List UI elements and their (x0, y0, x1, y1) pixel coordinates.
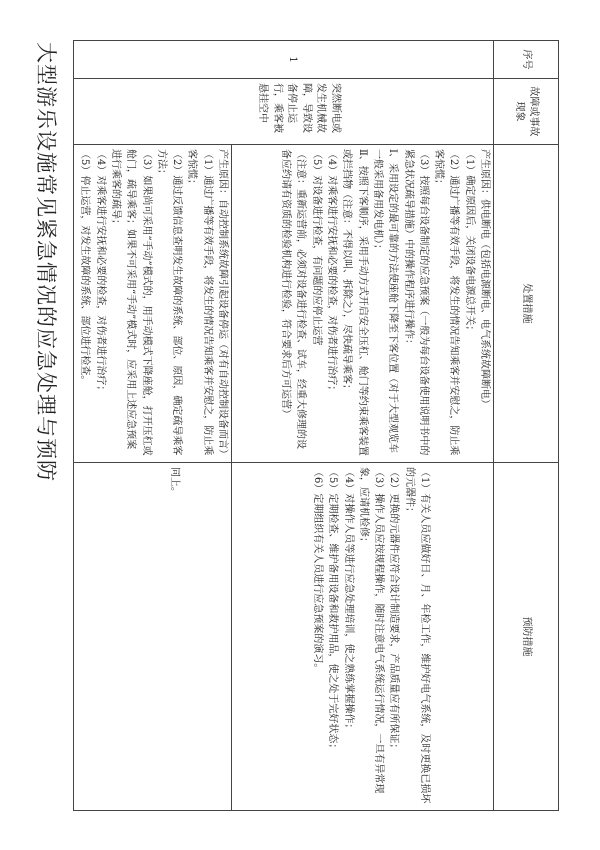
row-number: 1 (287, 56, 298, 63)
table-row (74, 41, 232, 811)
disposal-line: 产生原因：自动控制系统故障引起设备停运（对有自动控制设备而言） (217, 149, 228, 459)
prevention-same-as-above: 同上。 (169, 467, 180, 497)
header-no: 序号 (494, 41, 559, 79)
disposal-line: Ⅰ、采用设定的最可靠的方法使座舱下降至下客位置（对于大型观览车一般采用备用发电机）； (371, 149, 399, 453)
prevention-line: （3）操作人员应按规程操作，随时注意电气系统运行情况，一旦有异常现象，应请机检修； (357, 467, 385, 794)
disposal-line: （1）确定原因后，关闭设备电源总开关； (463, 149, 475, 336)
prevention-line: （6）定期组织有关人员进行应急预案的演习。 (311, 467, 323, 674)
header-fault: 故障或事故现象 (494, 79, 559, 145)
fault-text: 突然断电或发生机械故障，导致设备停止运行，乘客被悬挂空中 (257, 83, 341, 133)
header-prevention: 预防措施 (494, 463, 559, 811)
disposal-line: （4）对乘客进行安抚和必要的检查，对伤者进行治疗； (94, 149, 106, 396)
disposal-cell (232, 145, 494, 463)
table-row (232, 41, 494, 811)
prevention-cell (74, 463, 232, 811)
disposal-line: （5）对设备进行检查，有问题的应停止运营 (310, 149, 322, 346)
disposal-line: （4）对乘客进行安抚和必要的检查，对伤者进行治疗； (326, 149, 338, 396)
disposal-cell (74, 145, 232, 463)
disposal-line: （3）按照每台设备制定的应急预案（一般为每台设备使用说明书中的紧急状况疏导措施）中的操作程序进行操作： (402, 149, 429, 456)
document-title: 大型游乐设施常见紧急情况的应急处理与预防 (34, 42, 58, 482)
table-header-row (494, 41, 559, 811)
disposal-line: （2）通过反馈信息查明发生故障的系统、部位、原因，确定疏导乘客方法； (155, 149, 183, 456)
prevention-line: （2）更换的元器件应符合设计制造要求，产品质量应有所保证； (388, 467, 400, 754)
fault-cell (74, 79, 494, 145)
disposal-line: （2）通过广播等有效手段，将发生的情况告知乘客并安慰之，防止乘客惊慌； (433, 149, 460, 456)
prevention-line: （5）定期检查、维护备用设备和救护用品，使之处于完好状态； (327, 467, 339, 754)
disposal-line: （5）停止运营，对发生故障的系统、部位进行检查。 (79, 149, 91, 386)
disposal-line: Ⅱ、按照下客顺序，采用手动方式开启安全压杠、舱门等约束乘客装置或拦挡物（注意：不得以叫、拆除之），尽快疏导乘客； (341, 149, 368, 456)
emergency-table (73, 40, 559, 811)
prevention-line: （1）有关人员应做好日、月、年检工作，维护好电气系统，及时更换已损坏的元器件； (403, 467, 430, 804)
row-number-cell (74, 41, 494, 79)
prevention-line: （4）对操作人员等进行应急处理培训，使之熟练掌握操作； (342, 467, 354, 734)
disposal-line: 产生原因：供电断电（包括电源断电、电气系统故障断电） (479, 149, 490, 409)
prevention-cell (232, 463, 494, 811)
disposal-line: （注意：重新运营前，必须对设备进行检查、试车，经重大修理的设备应约请有资质的检验机构进行检验，符合要求后方可运营） (280, 149, 307, 449)
disposal-line: （1）通过广播等有效手段，将发生的情况告知乘客并安慰之，防止乘客惊慌； (186, 149, 213, 456)
disposal-line: （3）如果尚可采用“手动”模式的，用手动模式下降座舱，打开压杠或舱门，疏导乘客；如果不可采用“手动”模式时，应采用上述应急预案进行乘客的疏导； (109, 149, 152, 456)
header-disposal: 处置措施 (494, 145, 559, 463)
